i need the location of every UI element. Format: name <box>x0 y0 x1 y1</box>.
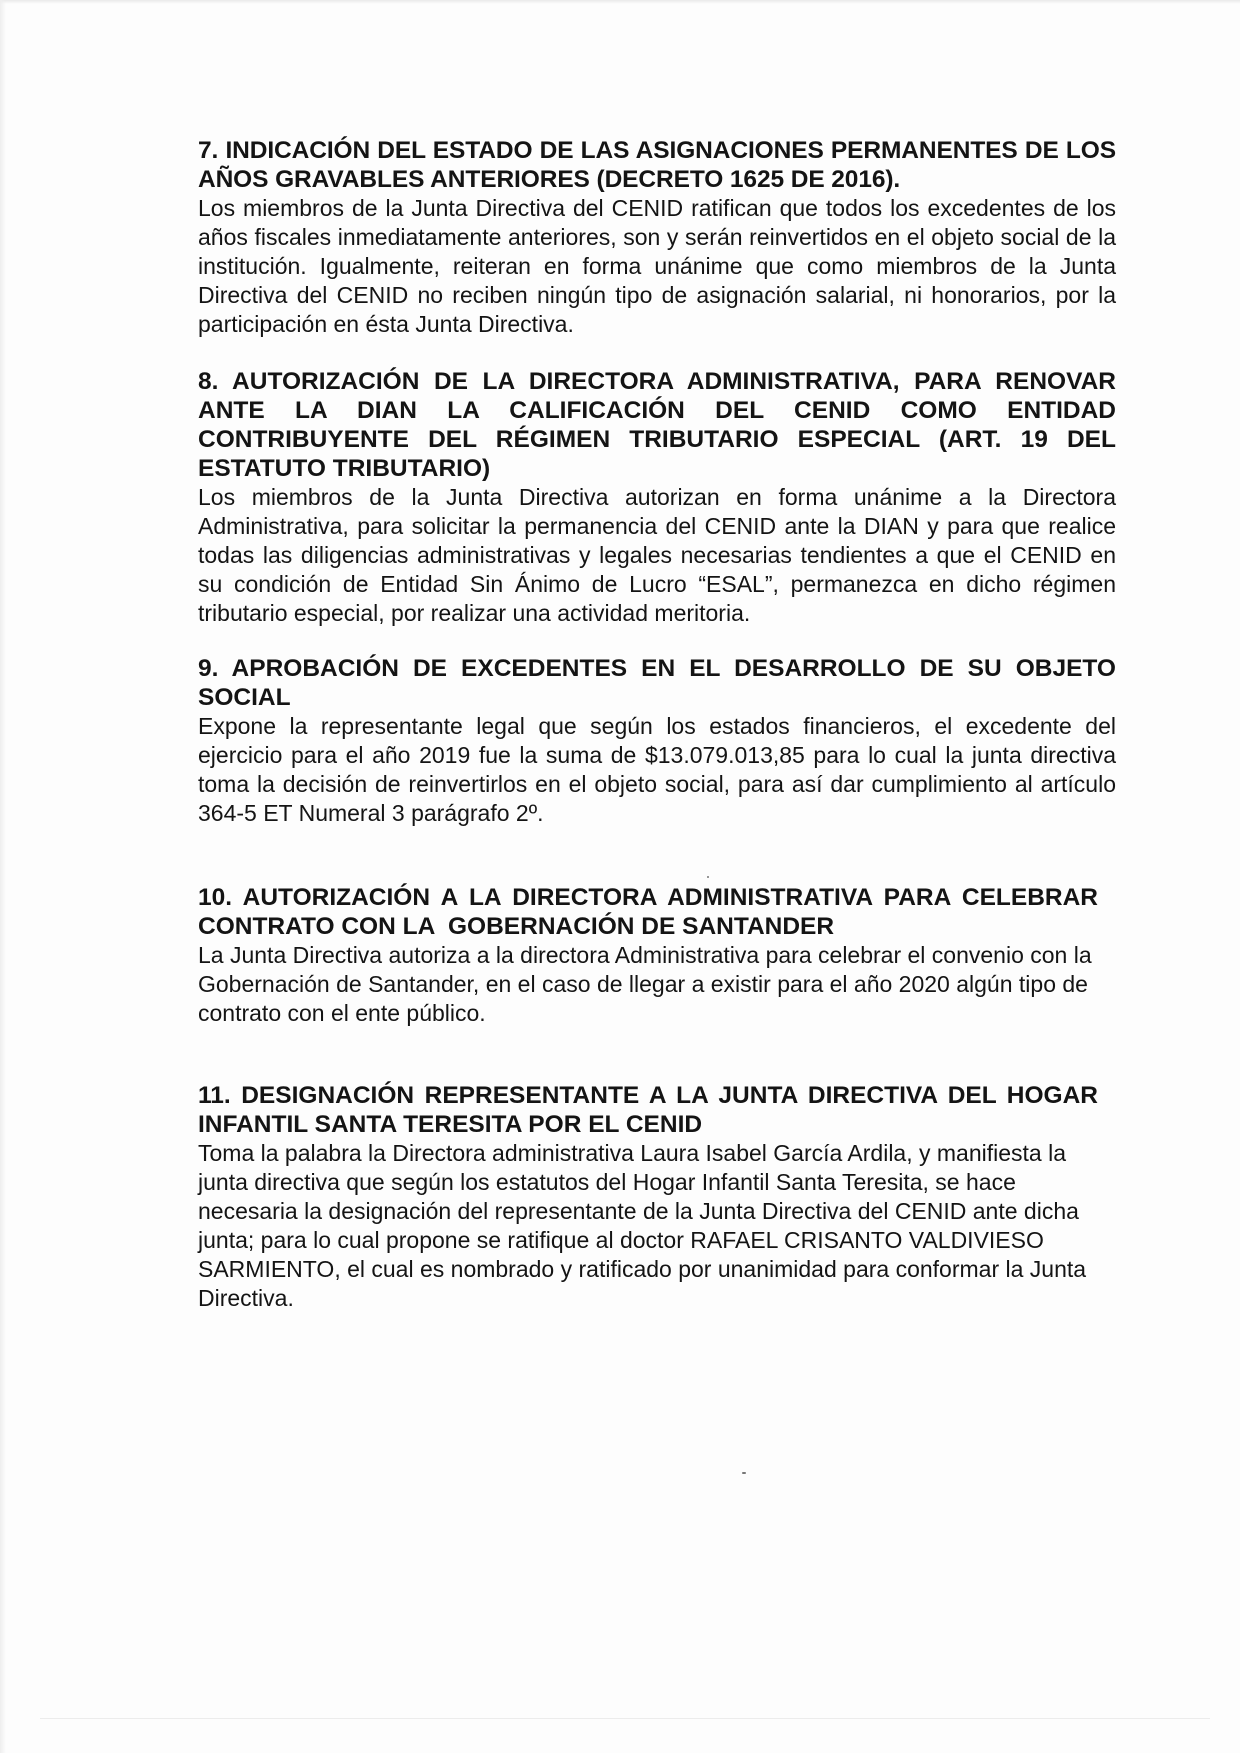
section-11 <box>198 1081 1098 1313</box>
section-10 <box>198 883 1105 1028</box>
section-10-heading: 10. AUTORIZACIÓN A LA DIRECTORA ADMINISTRATIVA PARA CELEBRAR CONTRATO CON LA GOBERNACIÓN DE SANTANDER <box>198 884 1105 940</box>
section-11-body: Toma la palabra la Directora administrativa Laura Isabel García Ardila, y manifiesta la junta directiva que según los estatutos del Hogar Infantil Santa Teresita, se hace necesaria la designación del representante de la Junta Directiva del CENID ante dicha junta; para lo cual propone se ratifique al doctor RAFAEL CRISANTO VALDIVIESO SARMIENTO, el cual es nombrado y ratificado por unanimidad para conformar la Junta Directiva. <box>198 1140 1087 1311</box>
section-8-heading: 8. AUTORIZACIÓN DE LA DIRECTORA ADMINISTRATIVA, PARA RENOVAR ANTE LA DIAN LA CALIFICACIÓN DEL CENID COMO ENTIDAD CONTRIBUYENTE DEL RÉGIMEN TRIBUTARIO ESPECIAL (ART. 19 DEL ESTATUTO TRIBUTARIO) <box>198 368 1116 482</box>
scan-edge-left <box>0 0 6 1753</box>
section-9-body: Expone la representante legal que según los estados financieros, el excedente del ejercicio para el año 2019 fue la suma de $13.079.013,85 para lo cual la junta directiva toma la decisión de reinvertirlos en el objeto social, para así dar cumplimiento al artículo 364-5 ET Numeral 3 parágrafo 2º. <box>198 713 1116 826</box>
scan-edge-top <box>0 0 1240 4</box>
scan-speck <box>707 876 709 878</box>
section-9-heading: 9. APROBACIÓN DE EXCEDENTES EN EL DESARROLLO DE SU OBJETO SOCIAL <box>198 655 1116 711</box>
section-9 <box>198 654 1116 828</box>
section-7 <box>198 136 1116 339</box>
scan-speck <box>742 1472 746 1474</box>
section-10-body: La Junta Directiva autoriza a la directora Administrativa para celebrar el convenio con la Gobernación de Santander, en el caso de llegar a existir para el año 2020 algún tipo de contrato con el ente público. <box>198 942 1092 1026</box>
scan-line-bottom <box>40 1718 1210 1719</box>
section-11-heading: 11. DESIGNACIÓN REPRESENTANTE A LA JUNTA DIRECTIVA DEL HOGAR INFANTIL SANTA TERESITA POR EL CENID <box>198 1082 1098 1138</box>
section-7-body: Los miembros de la Junta Directiva del CENID ratifican que todos los excedentes de los años fiscales inmediatamente anteriores, son y serán reinvertidos en el objeto social de la institución. Igualmente, reiteran en forma unánime que como miembros de la Junta Directiva del CENID no reciben ningún tipo de asignación salarial, ni honorarios, por la participación en ésta Junta Directiva. <box>198 195 1116 337</box>
section-8 <box>198 367 1116 628</box>
section-8-body: Los miembros de la Junta Directiva autorizan en forma unánime a la Directora Administrativa, para solicitar la permanencia del CENID ante la DIAN y para que realice todas las diligencias administrativas y legales necesarias tendientes a que el CENID en su condición de Entidad Sin Ánimo de Lucro “ESAL”, permanezca en dicho régimen tributario especial, por realizar una actividad meritoria. <box>198 484 1116 626</box>
section-7-heading: 7. INDICACIÓN DEL ESTADO DE LAS ASIGNACIONES PERMANENTES DE LOS AÑOS GRAVABLES ANTERIORES (DECRETO 1625 DE 2016). <box>198 137 1116 193</box>
